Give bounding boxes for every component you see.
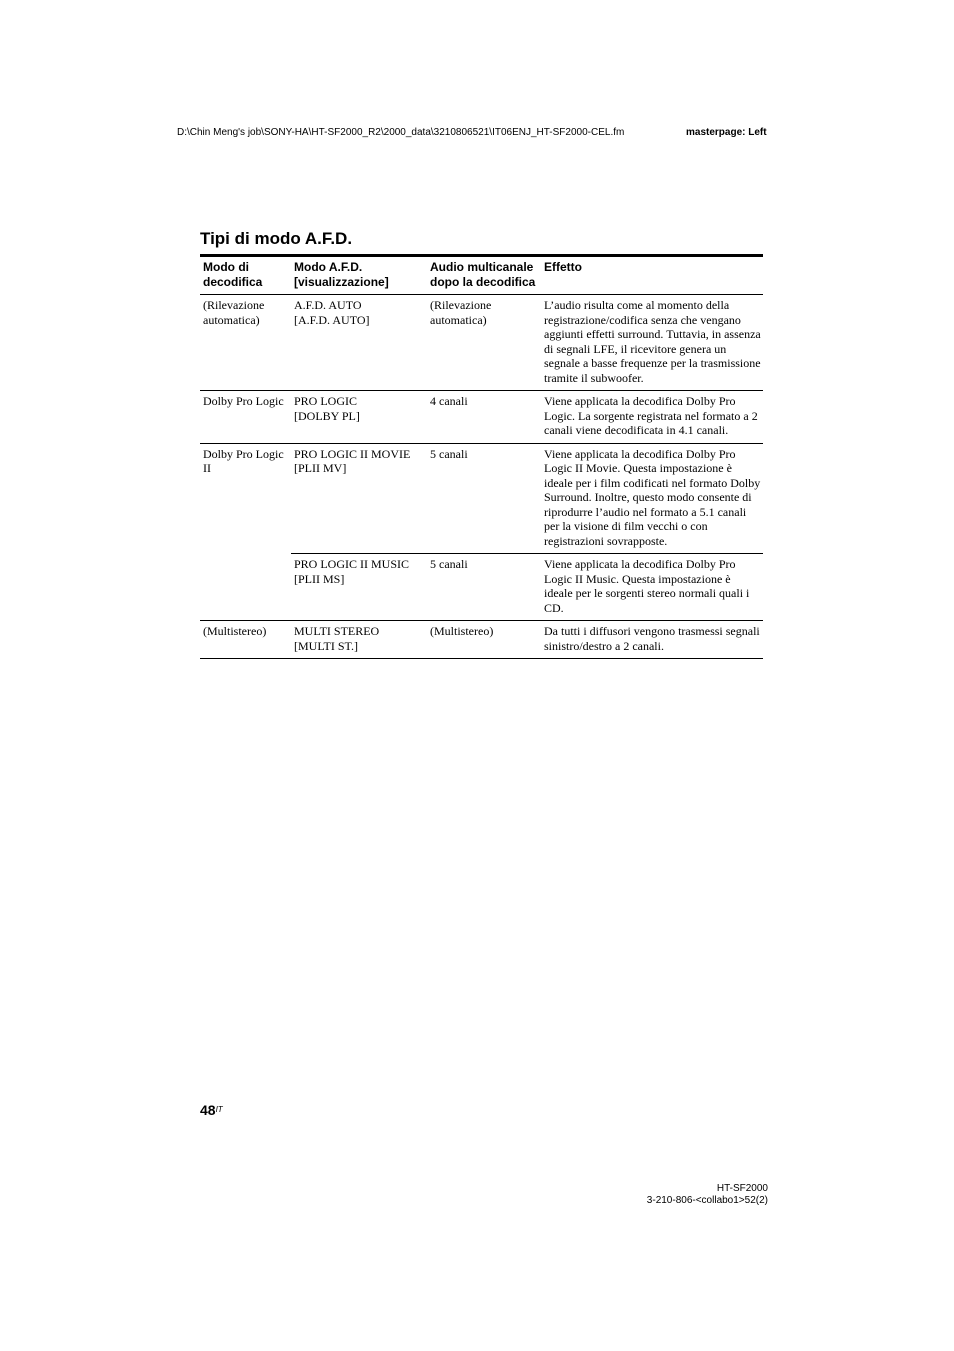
table-row — [200, 621, 763, 659]
page-language-suffix: IT — [215, 1105, 223, 1114]
cell-multichannel-audio: (Multistereo) — [427, 621, 541, 659]
cell-effect: L’audio risulta come al momento della registrazione/codifica senza che vengano aggiunti effetti surround. Tuttavia, in assenza di segnali LFE, il ricevitore genera un segnale a basse frequenze per la trasmissione tramite il subwoofer. — [541, 295, 763, 391]
cell-decode-mode: (Multistereo) — [200, 621, 291, 659]
table-row — [200, 295, 763, 391]
file-path-header: D:\Chin Meng's job\SONY-HA\HT-SF2000_R2\2000_data\3210806521\IT06ENJ_HT-SF2000-CEL.fm — [177, 127, 625, 138]
cell-effect: Viene applicata la decodifica Dolby Pro Logic II Movie. Questa impostazione è ideale per i film codificati nel formato Dolby Surround. Inoltre, questo modo consente di riprodurre l’audio nel formato a 5.1 canali per la visione di film vecchi o con registrazioni sovrapposte. — [541, 443, 763, 554]
header-effect: Effetto — [541, 256, 763, 295]
cell-multichannel-audio: 5 canali — [427, 443, 541, 554]
cell-multichannel-audio: (Rilevazione automatica) — [427, 295, 541, 391]
cell-effect: Da tutti i diffusori vengono trasmessi segnali sinistro/destro a 2 canali. — [541, 621, 763, 659]
cell-multichannel-audio: 4 canali — [427, 391, 541, 444]
table-row — [200, 391, 763, 444]
footer-model: HT-SF2000 — [716, 1183, 768, 1194]
cell-afd-mode: PRO LOGIC [DOLBY PL] — [291, 391, 427, 444]
cell-multichannel-audio: 5 canali — [427, 554, 541, 621]
cell-effect: Viene applicata la decodifica Dolby Pro Logic II Music. Questa impostazione è ideale per le sorgenti stereo normali quali i CD. — [541, 554, 763, 621]
cell-decode-mode: Dolby Pro Logic II — [200, 443, 291, 621]
section-title: Tipi di modo A.F.D. — [200, 229, 353, 248]
page-number-value: 48 — [200, 1102, 216, 1118]
cell-afd-mode: PRO LOGIC II MOVIE [PLII MV] — [291, 443, 427, 554]
table-row — [200, 443, 763, 554]
header-afd-mode: Modo A.F.D. [visualizzazione] — [291, 256, 427, 295]
cell-decode-mode: (Rilevazione automatica) — [200, 295, 291, 391]
footer-code: 3-210-806-<collabo1>52(2) — [646, 1195, 768, 1206]
afd-modes-table — [200, 254, 763, 659]
cell-afd-mode: PRO LOGIC II MUSIC [PLII MS] — [291, 554, 427, 621]
footer-info — [647, 1183, 768, 1207]
cell-effect: Viene applicata la decodifica Dolby Pro Logic. La sorgente registrata nel formato a 2 canali viene decodificata in 4.1 canali. — [541, 391, 763, 444]
cell-afd-mode: A.F.D. AUTO [A.F.D. AUTO] — [291, 295, 427, 391]
page-number — [200, 1102, 223, 1118]
cell-decode-mode: Dolby Pro Logic — [200, 391, 291, 444]
table-header-row — [200, 256, 763, 295]
cell-afd-mode: MULTI STEREO [MULTI ST.] — [291, 621, 427, 659]
header-decode-mode: Modo di decodifica — [200, 256, 291, 295]
masterpage-label: masterpage: Left — [686, 127, 767, 138]
header-multichannel-audio: Audio multicanale dopo la decodifica — [427, 256, 541, 295]
